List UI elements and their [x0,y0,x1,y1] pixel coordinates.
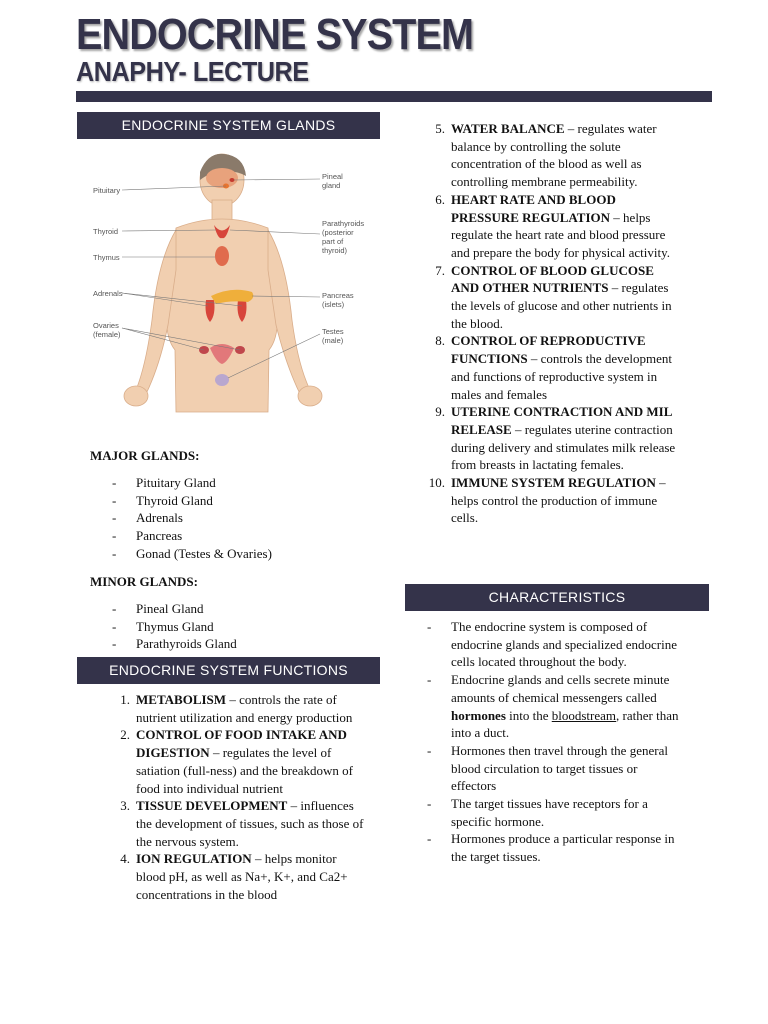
function-desc: controls the development and functions of reproductive system in males and females [451,351,672,402]
function-desc: regulates uterine contraction during delivery and stimulates milk release from breasts in lactating females. [451,421,676,473]
hormones-term: hormones [451,707,506,723]
testes-shape [215,374,229,386]
glands-banner: ENDOCRINE SYSTEM GLANDS [77,112,380,139]
function-desc: helps control the production of immune cells. [451,492,658,526]
pineal-gland-shape [230,178,235,182]
list-item: - Endocrine glands and cells secrete minute amounts of chemical messengers called hormones into the bloodstream, rather than into a duct. [451,671,683,742]
list-item: - Hormones produce a particular response in the target tissues. [451,830,683,865]
function-desc: regulates the levels of glucose and other nutrients in the blood. [451,280,672,331]
list-item: - Hormones then travel through the general blood circulation to target tissues or effectors [451,742,683,795]
minor-glands-heading: MINOR GLANDS: [90,574,198,589]
list-item: - Pituitary Gland [136,474,376,492]
major-glands-heading: MAJOR GLANDS: [90,448,200,463]
list-item: - The target tissues have receptors for a specific hormone. [451,795,683,830]
label-parathyroids-sub2: part of [322,237,344,246]
list-item: 10. IMMUNE SYSTEM REGULATION – helps control the production of immune cells. [428,475,666,526]
list-item: - Gonad (Testes & Ovaries) [136,545,376,563]
label-thyroid: Thyroid [93,227,119,236]
list-item: 9. UTERINE CONTRACTION AND MIL RELEASE – regulates uterine contraction during delivery and stimulates milk release from breasts in lactating females. [435,404,676,473]
list-item: - The endocrine system is composed of endocrine glands and specialized endocrine cells located throughout the body. [451,618,683,671]
label-parathyroids: Parathyroids [322,219,365,228]
function-desc: controls the rate of nutrient utilization and energy production [136,692,353,725]
label-ovaries: Ovaries [93,321,119,330]
label-pineal-sub: gland [322,181,341,190]
label-ovaries-sub: (female) [93,330,121,339]
endocrine-glands-figure [76,150,380,420]
functions-list-right [428,120,681,527]
characteristics-list [451,618,683,866]
list-item: 3. TISSUE DEVELOPMENT – influences the development of tissues, such as those of the nervous system. [120,798,364,849]
label-parathyroids-sub1: (posterior [322,228,354,237]
list-item: 4. ION REGULATION – helps monitor blood pH, as well as Na+, K+, and Ca2+ concentrations in the blood [120,851,348,902]
function-desc: influences the development of tissues, such as those of the nervous system. [136,798,364,849]
function-desc: helps monitor blood pH, as well as Na+, K+, and Ca2+ concentrations in the blood [136,851,348,902]
function-title: CONTROL OF BLOOD GLUCOSE AND OTHER NUTRIENTS [451,262,654,296]
function-title: ION REGULATION [136,851,252,867]
list-item: - Parathyroids Gland [136,635,376,653]
function-desc: helps regulate the heart rate and blood pressure and prepare the body for physical activity. [451,209,670,260]
thymus-gland-shape [215,246,229,266]
list-item: 7. CONTROL OF BLOOD GLUCOSE AND OTHER NUTRIENTS – regulates the levels of glucose and other nutrients in the blood. [435,262,672,331]
characteristics-banner: CHARACTERISTICS [405,584,709,611]
list-item: - Adrenals [136,509,376,527]
major-glands-list [136,474,376,563]
function-title: HEART RATE AND BLOOD PRESSURE REGULATION [451,191,616,225]
functions-list-left [120,691,368,903]
label-testes: Testes [322,327,344,336]
label-testes-sub: (male) [322,336,344,345]
label-pituitary: Pituitary [93,186,121,195]
page-title: ENDOCRINE SYSTEM [76,10,474,59]
list-item: - Pancreas [136,527,376,545]
title-divider [76,91,712,102]
page-subtitle: ANAPHY- LECTURE [76,56,309,87]
label-pancreas-sub: (islets) [322,300,345,309]
list-item: - Pineal Gland [136,600,376,618]
list-item: - Thymus Gland [136,618,376,636]
function-title: TISSUE DEVELOPMENT [136,798,288,814]
list-item: 5. WATER BALANCE – regulates water balance by controlling the solute concentration of the blood as well as controlling membrane permeability. [435,121,657,190]
human-body-illustration [124,154,322,412]
brain-icon [206,168,238,188]
label-parathyroids-sub3: thyroid) [322,246,348,255]
function-title: WATER BALANCE [451,121,565,136]
list-item: 2. CONTROL OF FOOD INTAKE AND DIGESTION – regulates the level of satiation (full-ness) and the breakdown of food into individual nutrient [120,727,353,796]
label-adrenals: Adrenals [93,289,123,298]
label-pancreas: Pancreas [322,291,354,300]
function-title: METABOLISM [136,692,227,707]
minor-glands-list [136,600,376,653]
functions-banner: ENDOCRINE SYSTEM FUNCTIONS [77,657,380,684]
bloodstream-term: bloodstream [551,707,617,723]
function-title: UTERINE CONTRACTION AND MIL RELEASE [451,404,672,437]
function-title: CONTROL OF REPRODUCTIVE FUNCTIONS [451,333,646,367]
list-item: - Thyroid Gland [136,492,376,510]
list-item: 6. HEART RATE AND BLOOD PRESSURE REGULATION – helps regulate the heart rate and blood pressure and prepare the body for physical activity. [435,191,670,260]
label-pineal: Pineal [322,172,343,181]
function-desc: regulates the level of satiation (full-ness) and the breakdown of food into individual nutrient [136,745,353,796]
label-thymus: Thymus [93,253,120,262]
function-title: IMMUNE SYSTEM REGULATION [451,475,656,491]
function-title: CONTROL OF FOOD INTAKE AND DIGESTION [136,727,347,761]
list-item: 8. CONTROL OF REPRODUCTIVE FUNCTIONS – controls the development and functions of reproductive system in males and females [435,333,672,402]
list-item: 1. METABOLISM – controls the rate of nutrient utilization and energy production [120,692,353,725]
function-desc: regulates water balance by controlling the solute concentration of the blood as well as controlling membrane permeability. [451,121,657,190]
